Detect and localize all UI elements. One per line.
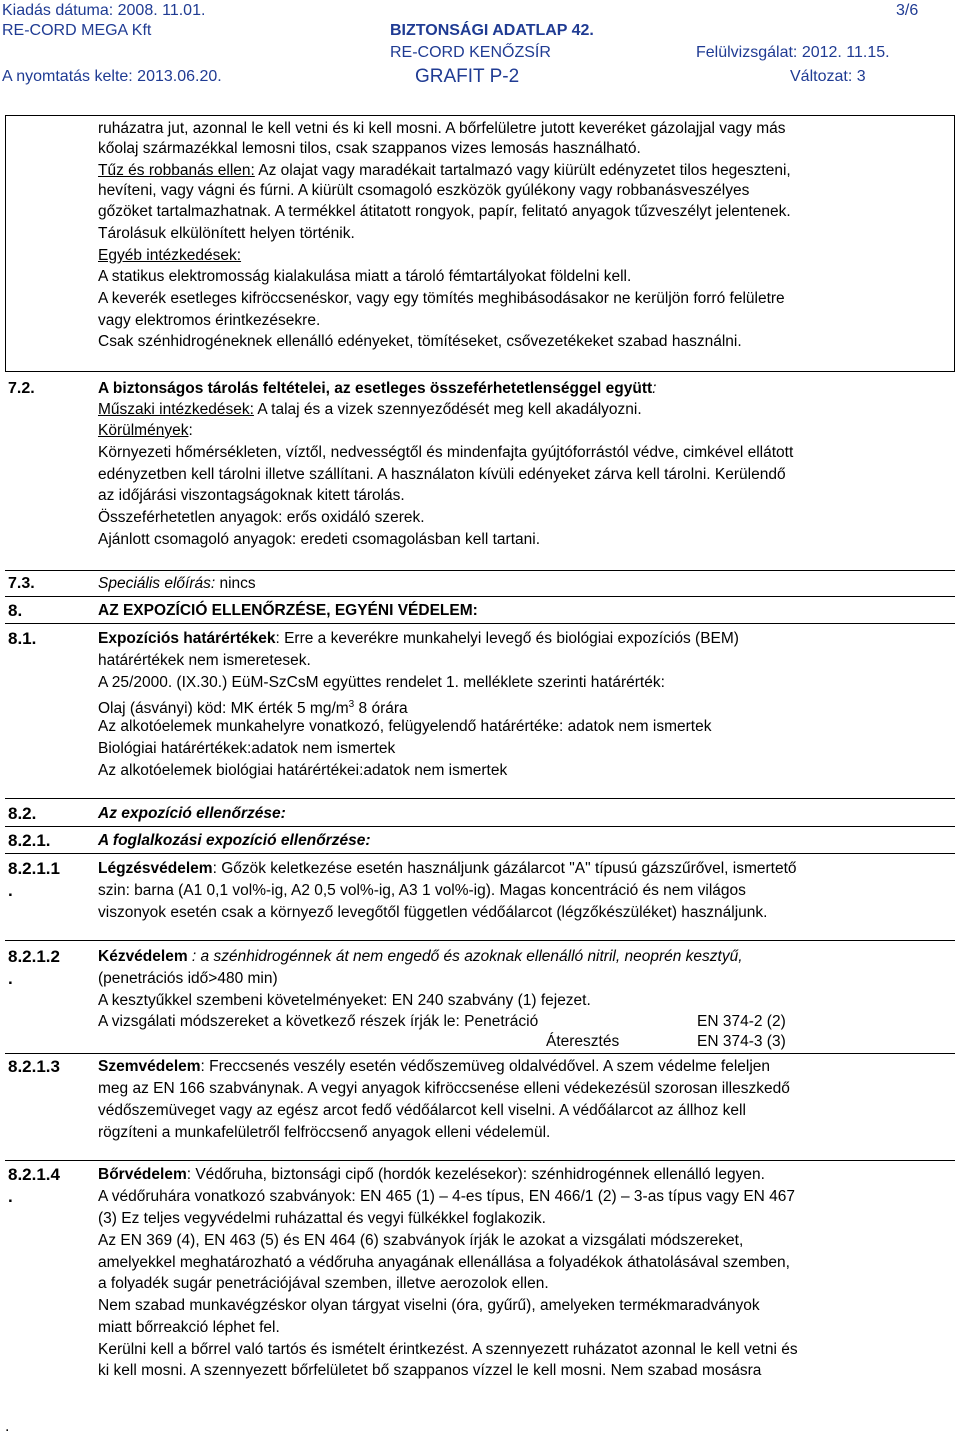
version: Változat: 3 — [790, 68, 866, 85]
text-line: ki kell mosni. A szennyezett bőrfelületet bő szappanos vízzel le kell mosni. Nem szabad mosásra — [98, 1362, 762, 1379]
text-line: (penetrációs idő>480 min) — [98, 970, 278, 987]
company-name: RE-CORD MEGA Kft — [2, 22, 152, 39]
divider — [5, 623, 955, 624]
text-line: edényzetben kell tárolni illetve szállítani. A használaton kívüli edényeket zárva kell tárolni. Kerülendő — [98, 466, 786, 483]
section-number-dot: . — [8, 881, 13, 900]
text-line: gőzöket tartalmazhatnak. A termékkel átitatott rongyok, papír, felitató anyagok tűzveszélyt jelentenek. — [98, 203, 791, 220]
doc-title: BIZTONSÁGI ADATLAP 42. — [390, 22, 594, 39]
divider — [5, 940, 955, 941]
section-number-dot: . — [8, 1187, 13, 1206]
section-title: AZ EXPOZÍCIÓ ELLENŐRZÉSE, EGYÉNI VÉDELEM: — [98, 602, 478, 619]
text-line: rögzíteni a munkafelületről felfröccsenő anyagok elleni védelemül. — [98, 1124, 551, 1141]
text-line: Biológiai határértékek:adatok nem ismertek — [98, 740, 396, 757]
section-title: Az expozíció ellenőrzése: — [98, 805, 286, 822]
text-line: Áteresztés — [546, 1033, 620, 1050]
text-line: Műszaki intézkedések: A talaj és a vizek szennyeződését meg kell akadályozni. — [98, 401, 642, 418]
text-line: Expozíciós határértékek: Erre a keverékre munkahelyi levegő és biológiai expozíciós (BEM) — [98, 630, 739, 647]
standard-code: EN 374-2 (2) — [697, 1013, 786, 1030]
fire-label: Tűz és robbanás ellen: — [98, 162, 255, 179]
divider — [5, 798, 955, 799]
text-line: Ajánlott csomagoló anyagok: eredeti csomagolásban kell tartani. — [98, 531, 541, 548]
text-line: a folyadék sugár penetrációjával szemben, illetve aerozolok ellen. — [98, 1275, 549, 1292]
section-number-dot: . — [8, 969, 13, 988]
text-line: védőszemüveget vagy az egész arcot fedő védőálarcot kell viselni. A védőálarcot az állhoz kell — [98, 1102, 746, 1119]
section-title: A biztonságos tárolás feltételei, az esetleges összeférhetetlenséggel együtt: — [98, 380, 657, 397]
text-line: viszonyok esetén csak a környező levegőtől független védőálarcot (légzőkészüléket) használjunk. — [98, 904, 768, 921]
text-line: A védőruhára vonatkozó szabványok: EN 465 (1) – 4-es típus, EN 466/1 (2) – 3-as típus vagy EN 467 — [98, 1188, 796, 1205]
text-line: Az EN 369 (4), EN 463 (5) és EN 464 (6) szabványok írják le azokat a vizsgálati módszereket, — [98, 1232, 744, 1249]
distributor-name: RE-CORD KENŐZSÍR — [390, 44, 551, 61]
divider — [5, 1160, 955, 1161]
text-line: amelyekkel meghatározható a védőruha anyagának ellenállása a folyadékok áthatolásával szemben, — [98, 1254, 790, 1271]
text-line: hevíteni, vagy vágni és fúrni. A kiürült csomagoló eszközök gyúlékony vagy robbanásveszélyes — [98, 182, 750, 199]
divider — [5, 853, 955, 854]
text-line: A keverék esetleges kifröccsenéskor, vagy egy tömítés meghibásodásakor ne kerüljön forró felületre — [98, 290, 785, 307]
section-number: 8.2. — [8, 804, 37, 823]
section-number: 8. — [8, 601, 23, 620]
text-line: Körülmények: — [98, 422, 193, 439]
section-number: 8.2.1. — [8, 831, 51, 850]
text-line: Kézvédelem : a szénhidrogénnek át nem engedő és azoknak ellenálló nitril, neoprén kesztyű, — [98, 948, 743, 965]
text-line: Olaj (ásványi) köd: MK érték 5 $mg/m^3$ 8 órára — [98, 699, 408, 718]
text-line: Tárolásuk elkülönített helyen történik. — [98, 225, 355, 242]
text-line: az időjárási viszontagságoknak kitett tárolás. — [98, 487, 405, 504]
text-line: vagy elektromos érintkezésekre. — [98, 312, 321, 329]
text-line: A vizsgálati módszereket a következő részek írják le: Penetráció — [98, 1013, 539, 1030]
text-line: A kesztyűkkel szembeni követelményeket: EN 240 szabvány (1) fejezet. — [98, 992, 591, 1009]
text-line: Összeférhetetlen anyagok: erős oxidáló szerek. — [98, 509, 425, 526]
text-line: Speciális előírás: nincs — [98, 575, 256, 592]
conditions-label: Körülmények — [98, 422, 189, 439]
footer-dot: . — [5, 1418, 10, 1435]
section-number: 7.3. — [8, 575, 35, 592]
section-number: 8.2.1.1 — [8, 859, 60, 878]
text-line: miatt bőrreakció léphet fel. — [98, 1319, 280, 1336]
page-number: 3/6 — [896, 2, 919, 19]
other-measures-label: Egyéb intézkedések: — [98, 247, 242, 264]
text-line: Nem szabad munkavégzéskor olyan tárgyat viselni (óra, gyűrű), amelyeken termékmaradványok — [98, 1297, 760, 1314]
issue-date: Kiadás dátuma: 2008. 11.01. — [2, 2, 206, 19]
text-line: Az alkotóelemek munkahelyre vonatkozó, felügyelendő határértéke: adatok nem ismertek — [98, 718, 712, 735]
section-number: 8.2.1.4 — [8, 1165, 60, 1184]
divider — [5, 570, 955, 571]
product-name: GRAFIT P-2 — [415, 66, 520, 87]
review-date: Felülvizsgálat: 2012. 11.15. — [696, 44, 890, 61]
text-line: Kerülni kell a bőrrel való tartós és ismételt érintkezést. A szennyezett ruházatot azonnal le kell vetni és — [98, 1341, 798, 1358]
section-number: 7.2. — [8, 380, 35, 397]
section-number: 8.2.1.2 — [8, 947, 60, 966]
text-line: Tűz és robbanás ellen: Az olajat vagy maradékait tartalmazó vagy kiürült edényzetet tilos hegeszteni, — [98, 162, 791, 179]
divider — [5, 596, 955, 597]
print-date: A nyomtatás kelte: 2013.06.20. — [2, 68, 222, 85]
text-line: Az alkotóelemek biológiai határértékei:adatok nem ismertek — [98, 762, 508, 779]
text-line: szin: barna (A1 0,1 vol%-ig, A2 0,5 vol%-ig, A3 1 vol%-ig). Magas koncentráció és nem világos — [98, 882, 746, 899]
standard-code: EN 374-3 (3) — [697, 1033, 786, 1050]
text-line: A statikus elektromosság kialakulása miatt a tároló fémtartályokat földelni kell. — [98, 268, 632, 285]
text-line: (3) Ez teljes vegyvédelmi ruházattal és vegyi fülkékkel foglakozik. — [98, 1210, 546, 1227]
text-line: határértékek nem ismeretesek. — [98, 652, 311, 669]
section-number: 8.2.1.3 — [8, 1057, 60, 1076]
divider — [5, 826, 955, 827]
text-line: Szemvédelem: Freccsenés veszély esetén védőszemüveg oldalvédővel. A szem védelme feleljen — [98, 1058, 771, 1075]
divider — [5, 1053, 955, 1054]
text-line: Környezeti hőmérsékleten, víztől, nedvességtől és mindenfajta gyújtóforrástól védve, cimkével ellátott — [98, 444, 794, 461]
text-line: A 25/2000. (IX.30.) EüM-SzCsM együttes rendelet 1. melléklete szerinti határérték: — [98, 674, 665, 691]
text-line: Légzésvédelem: Gőzök keletkezése esetén használjunk gázálarcot "A" típusú gázszűrővel, ismertető — [98, 860, 797, 877]
text-line: meg az EN 166 szabványnak. A vegyi anyagok kifröccsenése elleni védekezésül szorosan illeszkedő — [98, 1080, 790, 1097]
tech-label: Műszaki intézkedések: — [98, 401, 254, 418]
text-line: Csak szénhidrogéneknek ellenálló edényeket, tömítéseket, csővezetékeket szabad használni. — [98, 333, 742, 350]
text-line: Bőrvédelem: Védőruha, biztonsági cipő (hordók kezelésekor): szénhidrogénnek ellenálló legyen. — [98, 1166, 765, 1183]
section-title: A foglalkozási expozíció ellenőrzése: — [98, 832, 371, 849]
text-line: ruházatra jut, azonnal le kell vetni és ki kell mosni. A bőrfelületre jutott keveréket gázolajjal vagy más — [98, 120, 786, 137]
section-number: 8.1. — [8, 629, 37, 648]
text-line: kőolaj származékkal lemosni tilos, csak szappanos vizes lemosás használható. — [98, 140, 641, 157]
